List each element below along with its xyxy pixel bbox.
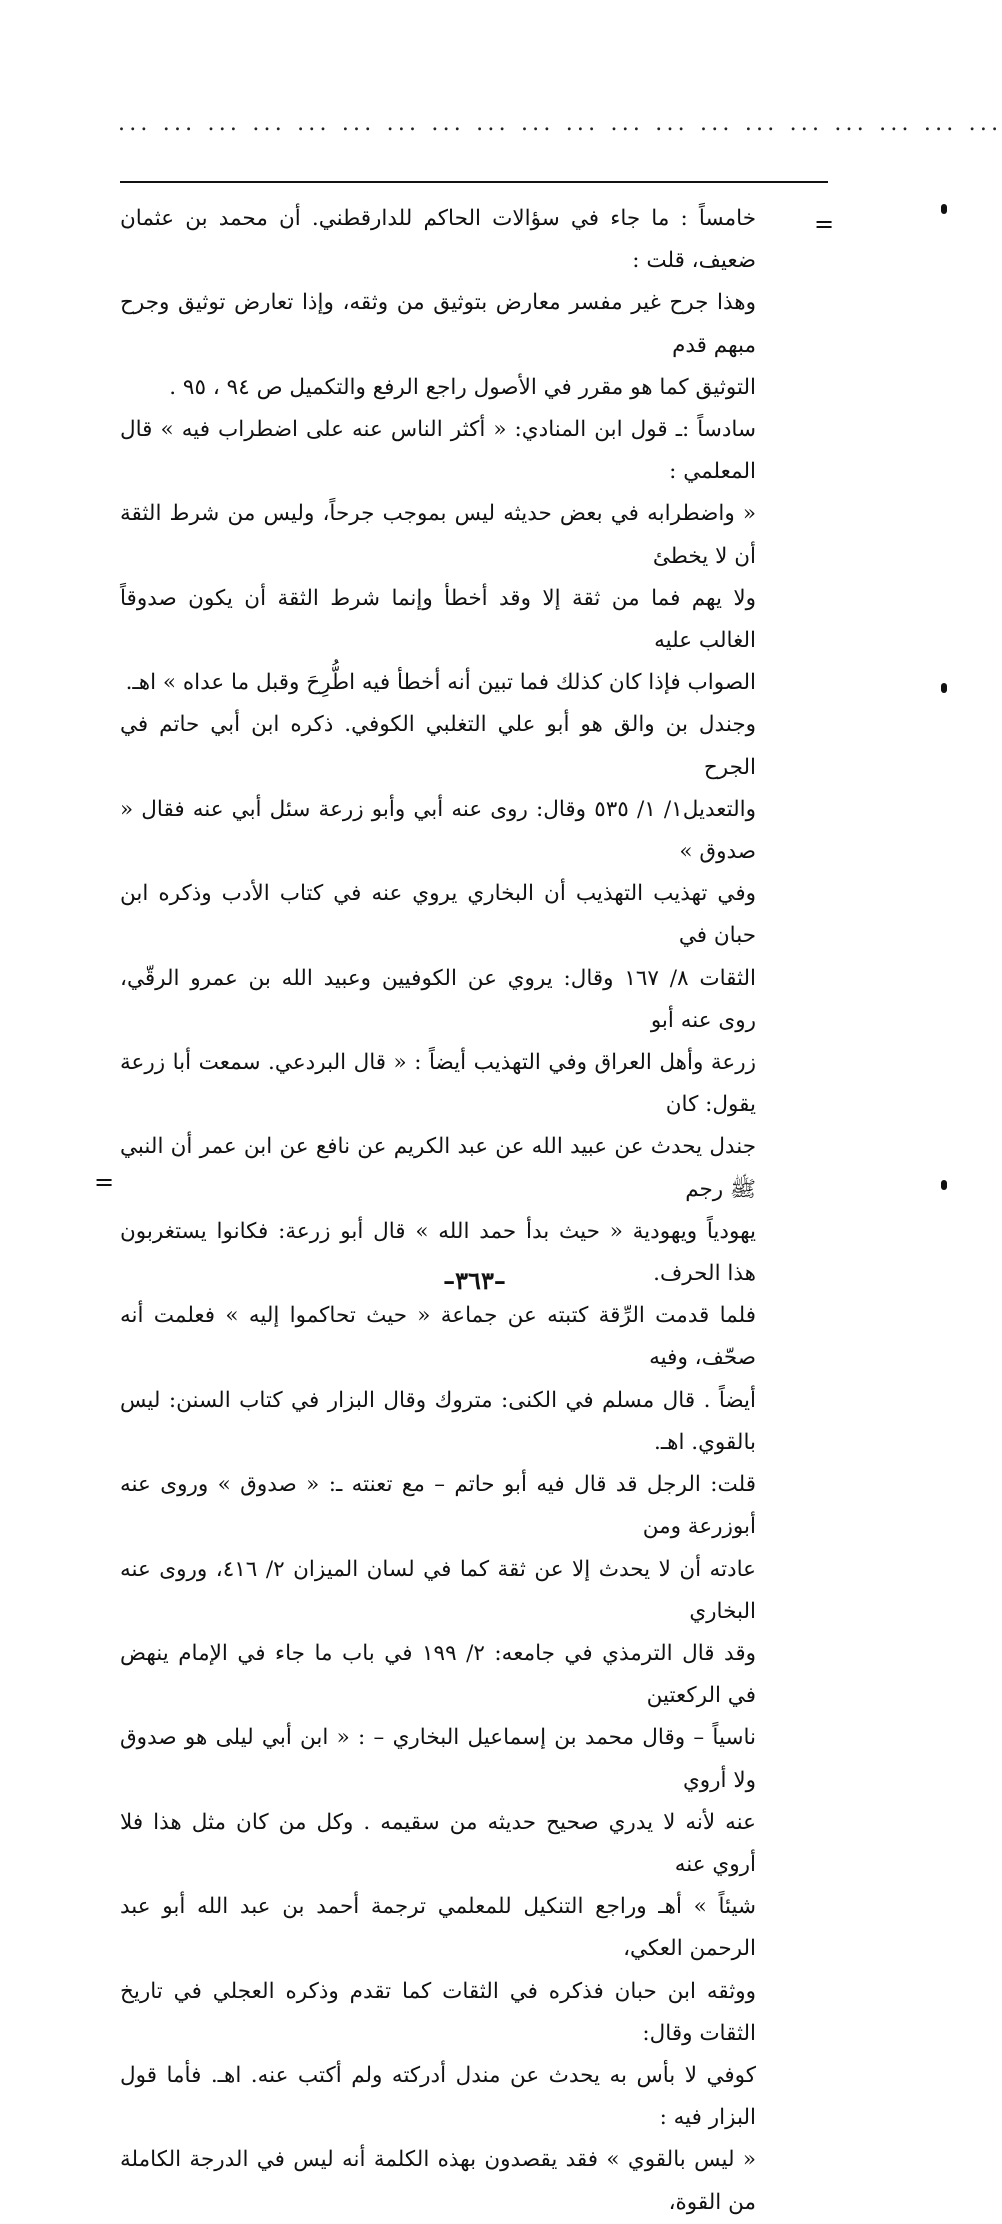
text-line: ناسياً – وقال محمد بن إسماعيل البخاري – : « ابن أبي ليلى هو صدوق ولا أروي [120, 1725, 756, 1793]
text-line: ولا يهم فما من ثقة إلا وقد أخطأ وإنما شرط الثقة أن يكون صدوقاً الغالب عليه [120, 585, 756, 654]
scan-edge-mark [941, 204, 947, 214]
continuation-mark-top: = [814, 210, 835, 238]
text-line: وجندل بن والق هو أبو علي التغلبي الكوفي. ذكره ابن أبي حاتم في الجرح [120, 712, 756, 780]
text-line: زرعة وأهل العراق وفي التهذيب أيضاً : « قال البردعي. سمعت أبا زرعة يقول: كان [120, 1050, 756, 1118]
text-line: ووثقه ابن حبان فذكره في الثقات كما تقدم وذكره العجلي في تاريخ الثقات وقال: [120, 1978, 756, 2046]
text-line: وقد قال الترمذي في جامعه: ٢/ ١٩٩ في باب ما جاء في الإمام ينهض في الركعتين [120, 1640, 756, 1709]
text-line: وهذا جرح غير مفسر معارض بتوثيق من وثقه، وإذا تعارض توثيق وجرح مبهم قدم [120, 290, 756, 358]
text-line: قلت: الرجل قد قال فيه أبو حاتم – مع تعنته ـ: « صدوق » وروى عنه أبوزرعة ومن [120, 1472, 756, 1540]
main-text [120, 198, 756, 2224]
text-line: شيئاً » أهـ وراجع التنكيل للمعلمي ترجمة أحمد بن عبد الله أبو عبد الرحمن العكي، [120, 1894, 756, 1962]
text-line: فلما قدمت الرِّقة كتبته عن جماعة « حيث تحاكموا إليه » فعلمت أنه صحّف، وفيه [120, 1303, 756, 1371]
scan-edge-mark [941, 1180, 947, 1190]
text-line: عادته أن لا يحدث إلا عن ثقة كما في لسان الميزان ٢/ ٤١٦، وروى عنه البخاري [120, 1556, 757, 1624]
text-line: التوثيق كما هو مقرر في الأصول راجع الرفع والتكميل ص ٩٤ ، ٩٥ . [169, 374, 756, 400]
continuation-mark-bottom: = [94, 1168, 115, 1196]
header-rule [120, 181, 828, 183]
text-line: كوفي لا بأس به يحدث عن مندل أدركته ولم أكتب عنه. اهـ. فأما قول البزار فيه : [120, 2062, 756, 2131]
text-line: الثقات ٨/ ١٦٧ وقال: يروي عن الكوفيين وعبيد الله بن عمرو الرقّي، روى عنه أبو [120, 965, 757, 1033]
text-line: يهودياً ويهودية « حيث بدأ حمد الله » قال أبو زرعة: فكانوا يستغربون هذا الحرف. [120, 1218, 756, 1287]
text-line: والتعديل١/ ١/ ٥٣٥ وقال: روى عنه أبي وأبو زرعة سئل أبي عنه فقال « صدوق » [120, 796, 757, 865]
text-line: خامساً : ما جاء في سؤالات الحاكم للدارقطني. أن محمد بن عثمان ضعيف، قلت : [120, 206, 756, 274]
text-line: « واضطرابه في بعض حديثه ليس بموجب جرحاً، وليس من شرط الثقة أن لا يخطئ [120, 501, 756, 569]
text-line: عنه لأنه لا يدري صحيح حديثه من سقيمه . وكل من كان مثل هذا فلا أروي عنه [120, 1809, 756, 1877]
text-line: وفي تهذيب التهذيب أن البخاري يروي عنه في كتاب الأدب وذكره ابن حبان في [120, 881, 756, 949]
page-number: –٣٦٣– [443, 1266, 506, 1295]
header-dotted-line: ... ... ... ... ... ... ... ... ... ... ... ... ... ... ... ... ... ... ... ... [118, 111, 1002, 136]
text-line: « ليس بالقوي » فقد يقصدون بهذه الكلمة أنه ليس في الدرجة الكاملة من القوة، [120, 2147, 756, 2215]
scan-edge-mark [941, 683, 947, 693]
text-line: الصواب فإذا كان كذلك فما تبين أنه أخطأ فيه اطُّرِحَ وقبل ما عداه » اهـ. [125, 670, 756, 696]
text-line: سادساً :ـ قول ابن المنادي: « أكثر الناس عنه على اضطراب فيه » قال المعلمي : [120, 417, 756, 485]
text-line: جندل يحدث عن عبيد الله عن عبد الكريم عن نافع عن ابن عمر أن النبي ﷺ رجم [120, 1134, 756, 1202]
text-line: أيضاً . قال مسلم في الكنى: متروك وقال البزار في كتاب السنن: ليس بالقوي. اهـ. [120, 1387, 756, 1455]
